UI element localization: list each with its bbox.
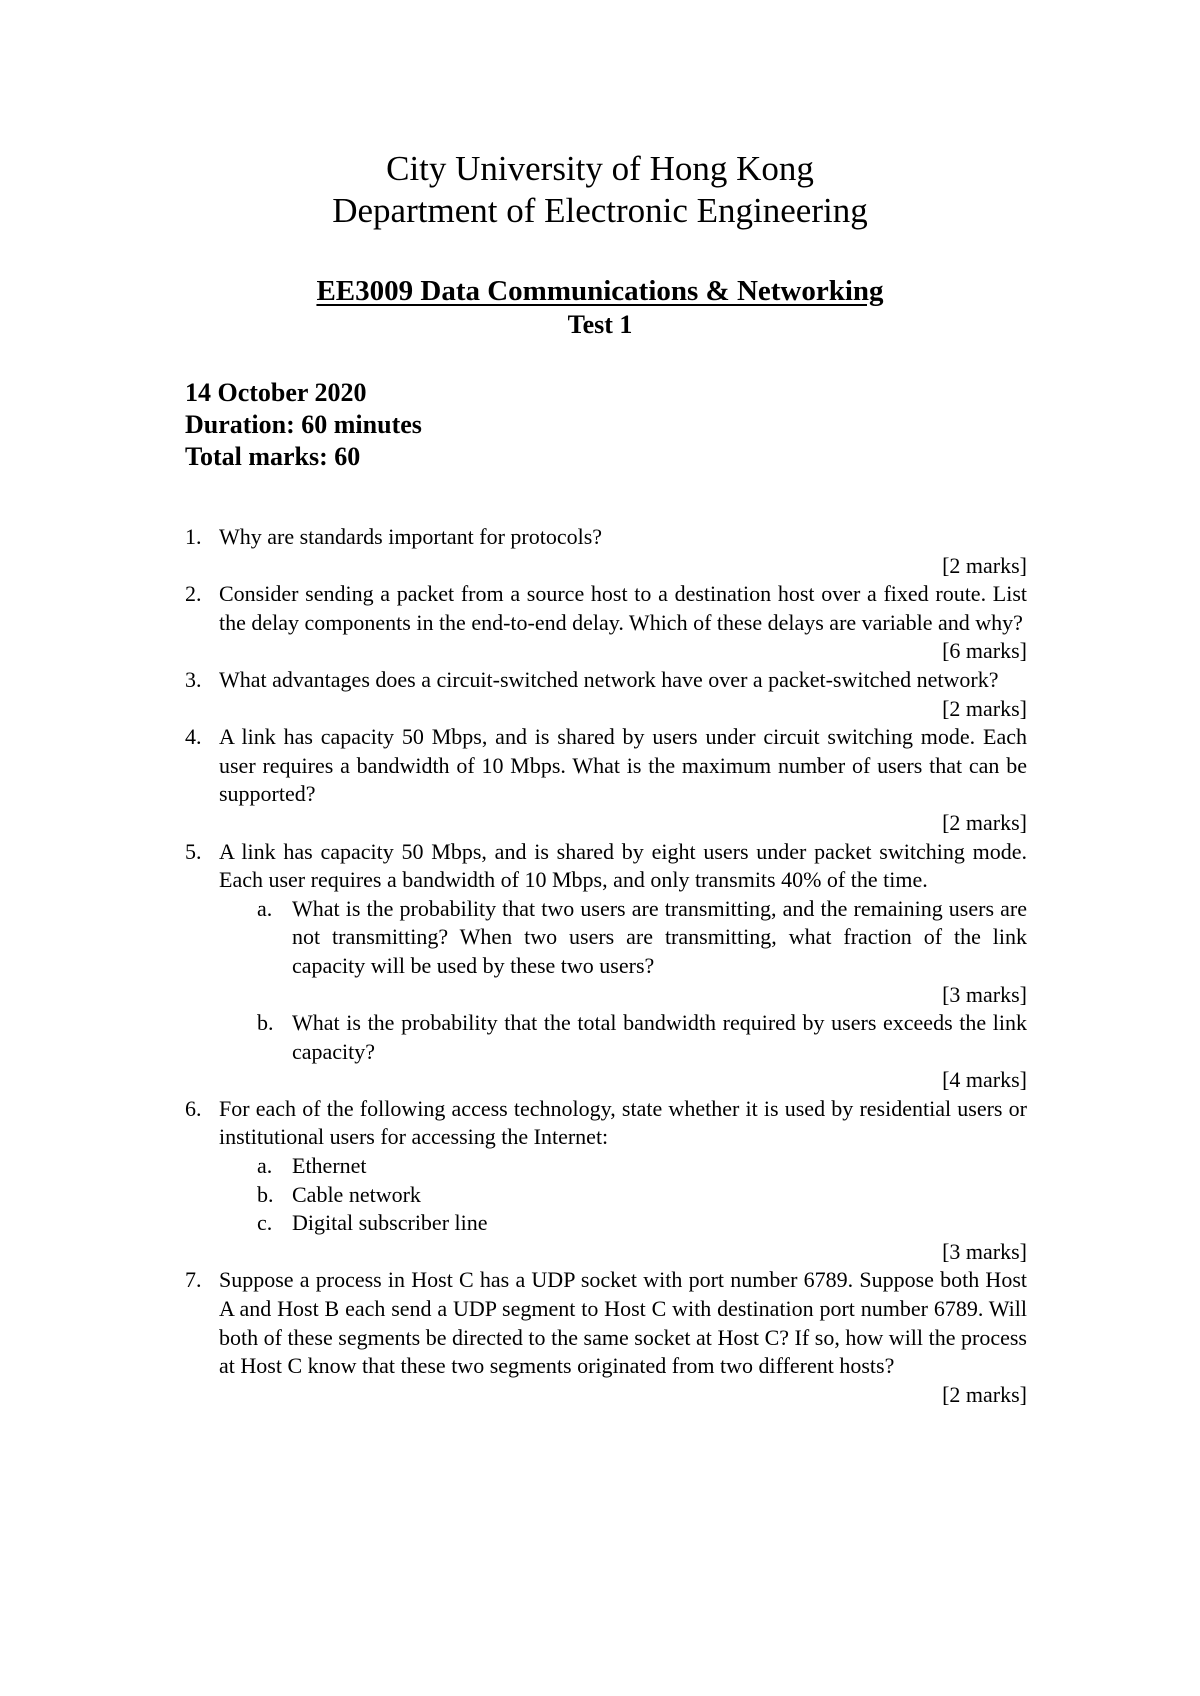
question-marks: [6 marks] xyxy=(942,638,1027,664)
department-name: Department of Electronic Engineering xyxy=(332,191,868,230)
question-text: A link has capacity 50 Mbps, and is shared by users under circuit switching mode. Each user requires a bandwidth of 10 Mbps. What is the maximum number of users that can be supported? xyxy=(219,724,1027,807)
sub-question-text: What is the probability that the total bandwidth required by users exceeds the link capacity? xyxy=(292,1010,1027,1064)
question-number: 1. xyxy=(185,524,202,549)
question-5 xyxy=(185,838,1027,1095)
list-item xyxy=(219,1181,1027,1210)
sub-question-letter: a. xyxy=(257,895,273,921)
list-item xyxy=(219,1152,1027,1181)
question-1 xyxy=(185,523,1027,580)
list-item-text: Digital subscriber line xyxy=(292,1210,488,1236)
question-list xyxy=(185,523,1027,1409)
list-item-letter: b. xyxy=(257,1181,274,1207)
question-4 xyxy=(185,723,1027,837)
question-number: 6. xyxy=(185,1095,202,1121)
question-text: For each of the following access technology, state whether it is used by residential users or institutional users for accessing the Internet: xyxy=(219,1095,1027,1150)
list-item-letter: c. xyxy=(257,1210,273,1236)
sub-question-5b xyxy=(219,1009,1027,1095)
question-6 xyxy=(185,1095,1027,1267)
sub-question-text: What is the probability that two users are transmitting, and the remaining users are not transmitting? When two users are transmitting, what fraction of the link capacity will be used by these two users? xyxy=(292,895,1027,978)
university-name: City University of Hong Kong xyxy=(386,149,814,188)
list-item xyxy=(219,1209,1027,1238)
question-2 xyxy=(185,580,1027,666)
question-text: A link has capacity 50 Mbps, and is shared by eight users under packet switching mode. Each user requires a bandwidth of 10 Mbps, and only transmits 40% of the time. xyxy=(219,838,1027,893)
sub-question-marks: [3 marks] xyxy=(942,981,1027,1007)
question-marks: [2 marks] xyxy=(942,695,1027,721)
question-3 xyxy=(185,666,1027,723)
question-marks: [3 marks] xyxy=(942,1238,1027,1264)
question-marks: [2 marks] xyxy=(942,552,1027,578)
question-text: Suppose a process in Host C has a UDP socket with port number 6789. Suppose both Host A and Host B each send a UDP segment to Host C with destination port number 6789. Will both of these segments be directed to the same socket at Host C? If so, how will the process at Host C know that these two segments originated from two different hosts? xyxy=(219,1267,1027,1379)
test-title: Test 1 xyxy=(567,310,633,339)
exam-date: 14 October 2020 xyxy=(185,378,367,407)
question-number: 2. xyxy=(185,581,202,607)
exam-total-marks: Total marks: 60 xyxy=(185,442,361,471)
question-7 xyxy=(185,1266,1027,1409)
question-number: 4. xyxy=(185,724,202,750)
question-marks: [2 marks] xyxy=(942,809,1027,835)
sub-question-5a xyxy=(219,895,1027,1009)
list-item-text: Cable network xyxy=(292,1181,421,1207)
sub-question-letter: b. xyxy=(257,1010,274,1036)
course-title: EE3009 Data Communications & Networking xyxy=(316,275,884,307)
list-item-text: Ethernet xyxy=(292,1153,367,1179)
exam-duration: Duration: 60 minutes xyxy=(185,410,422,439)
question-text: Consider sending a packet from a source host to a destination host over a fixed route. List the delay components in the end-to-end delay. Which of these delays are variable and why? xyxy=(219,581,1027,635)
question-number: 3. xyxy=(185,666,202,692)
question-number: 7. xyxy=(185,1267,202,1293)
sub-question-marks: [4 marks] xyxy=(942,1067,1027,1093)
list-item-letter: a. xyxy=(257,1153,273,1179)
question-text: What advantages does a circuit-switched network have over a packet-switched network? xyxy=(219,666,999,692)
question-text: Why are standards important for protocols? xyxy=(219,524,603,549)
question-number: 5. xyxy=(185,838,202,864)
question-marks: [2 marks] xyxy=(942,1381,1027,1407)
